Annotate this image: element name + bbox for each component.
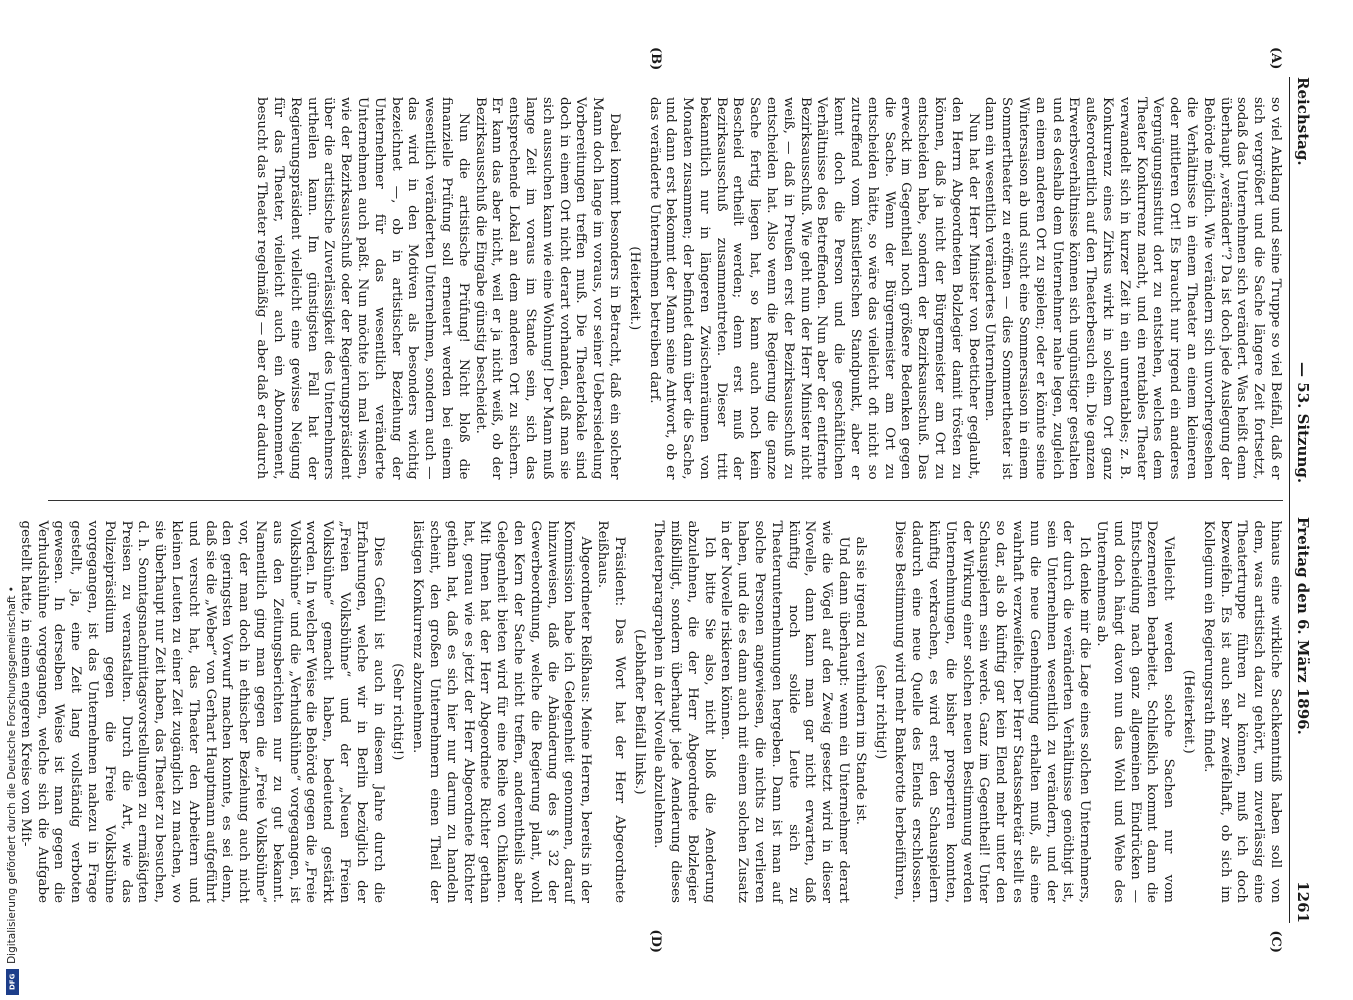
right-paragraph: (Heiterkeit.): [1181, 669, 1197, 754]
right-paragraph: (sehr richtig!): [872, 664, 888, 760]
page-header: [1289, 77, 1312, 923]
header-title: Reichstag.: [1294, 77, 1312, 166]
digitization-credit: [4, 10, 20, 995]
margin-marker-c: (C): [1268, 930, 1283, 953]
right-paragraph: Abgeordneter Reißhaus: Meine Herren, bereits in der Kommission habe ich Gelegenheit genommen, darauf hinzuweisen, daß die Abänderung des § 32 der Gewerbeordnung, welche die Regierung plant, wohl den Kern der Sache nicht treffen, anderentheils aber Gelegenheit bieten wird für eine Reihe von Chikanen. Mit Ihnen hat der Herr Abgeordnete Richter gethan hat, genau wie es jetzt der Herr Abgeordnete Richter gethan hat, daß es sich hier nur darum zu handeln scheint, den großen Unternehmern einen Theil der lästigen Konkurrenz abzunehmen.: [410, 520, 594, 903]
right-paragraph: als sie irgend zu verhindern im Stande ist.: [852, 536, 868, 826]
right-paragraph: (Lebhafter Beifall links.): [631, 628, 647, 795]
text-columns: [17, 47, 1283, 953]
margin-marker-d: (D): [648, 929, 663, 953]
right-paragraph: (Sehr richtig!): [390, 663, 406, 761]
right-column: [17, 501, 1283, 924]
left-paragraph: Dabei kommt besonders in Betracht, daß ein solcher Mann doch lange im voraus, vor seiner Uebersiedelung Vorbereitungen treffen muß. Die Theaterlokale sind doch in einem Ort nicht derart vorhanden, daß man sie sich aussuchen kann wie eine Wohnung! Der Mann muß lange Zeit im voraus im Stande sein, sich das entsprechende Lokal an dem anderen Ort zu sichern. Er kann das aber nicht, weil er ja nicht weiß, ob der Bezirksausschuß die Eingabe günstig bescheidet.: [472, 97, 622, 480]
credit-text: Digitalisierung gefördert durch die Deutsche Forschungsgemeinschaft •: [6, 586, 18, 964]
scanned-page: [17, 35, 1326, 965]
left-column: [48, 77, 1283, 500]
right-paragraph: Vielleicht werden solche Sachen nur vom Dezernenten bearbeitet. Schließlich kommt dann die Entscheidung nach ganz allgemeinen Eindrücken — und doch hängt davon nun das Wohl und Wehe des Unternehmens ab.: [1094, 520, 1177, 903]
page-number: 1261: [1294, 881, 1312, 923]
right-paragraph: hinaus eine wirkliche Sachkenntniß haben soll von dem, was artistisch dazu gehört, um zuverlässig eine Theatertruppe führen zu können, muß ich doch bezweifeln. Es ist auch sehr zweifelhaft, ob sich im Kollegium ein Regierungsrath findet.: [1200, 520, 1283, 903]
margin-marker-b: (B): [648, 47, 663, 71]
right-paragraph: Und dann überhaupt: wenn ein Unternehmer derart wie die Vögel auf den Zweig gesetzt wird in dieser Novelle, dann kann man gar nicht erwarten, daß künftig noch solide Leute sich zu Theaterunternehmungen hergeben. Dann ist man auf solche Personen angewiesen, die nichts zu verlieren haben, und die es dann auch mit einem solchen Zusatz in der Novelle riskieren können.: [718, 520, 852, 903]
dfg-logo: DFG: [6, 969, 19, 995]
margin-marker-a: (A): [1268, 47, 1283, 70]
right-paragraph: Ich denke mir die Lage eines solchen Unternehmers, der durch die veränderten Verhältnisse genöthigt ist, sein Unternehmen wesentlich zu verändern, und der nun die neue Genehmigung erhalten muß, als eine wahrhaft verzweifelte. Der Herr Staatssekretär stellt es so dar, als ob künftig gar kein Elend mehr unter den Schauspielern sein werde. Ganz im Gegentheil! Unter der Wirkung einer solchen neuen Bestimmung werden Unternehmungen, die bisher prosperiren konnten, künftig verkrachen, es wird erst den Schauspielern dadurch eine neue Quelle des Elends erschlossen. Diese Bestimmung wird mehr Bankerotte herbeiführen,: [892, 520, 1093, 903]
left-paragraph: (Heiterkeit.): [626, 246, 642, 331]
right-paragraph: Ich bitte Sie also, nicht bloß die Aenderung abzulehnen, die der Herr Abgeordnete Bolzlegier mißbilligt, sondern überhaupt jede Aenderung dieses Theaterparagraphen in der Novelle abzulehnen.: [651, 520, 717, 903]
left-paragraph: Nun hat der Herr Minister von Boetticher geglaubt, den Herrn Abgeordneten Bolzlegier damit trösten zu können, daß ja nicht der Bürgermeister am Ort zu entscheiden habe, sondern der Bezirksausschuß. Das erweckt im Gegentheil noch größere Bedenken gegen die Sache. Wenn der Bürgermeister am Ort zu entscheiden hätte, so wäre das vielleicht oft nicht so zutreffend vom künstlerischen Standpunkt, aber er kennt doch die Person und die geschäftlichen Verhältnisse des Betreffenden. Nun aber der entfernte Bezirksausschuß. Wie geht nun der Herr Minister nicht weiß, — daß in Preußen erst der Bezirksausschuß zu entscheiden hat. Also wenn die Regierung die ganze Sache fertig liegen hat, so kann auch noch kein Bescheid ertheilt werden; denn erst muß der Bezirksausschuß zusammentreten. Dieser tritt bekanntlich nur in längeren Zwischenräumen von Monaten zusammen; der befindet dann über die Sache, und dann erst bekommt der Mann seine Antwort, ob er das veränderte Unternehmen betreiben darf.: [646, 97, 981, 480]
header-session: — 53. Sitzung.: [1294, 362, 1312, 484]
header-date: Freitag den 6. März 1896.: [1294, 516, 1312, 735]
right-paragraph: Präsident: Das Wort hat der Herr Abgeordnete Reißhaus.: [594, 520, 627, 903]
left-paragraph: so viel Anklang und seine Truppe so viel Beifall, daß er sich vergrößert und die Sache längere Zeit fortsetzt, sodaß das Unternehmen sich verändert. Was heißt denn überhaupt „verändert“? Da ist doch jede Auslegung der Behörde möglich. Wie verändern sich unvorhergesehen die Verhältnisse in einem Theater an einem kleineren oder mittleren Ort! Es braucht nur irgend ein anderes Vergnügungsinstitut dort zu entstehen, welches dem Theater Konkurrenz macht, und ein rentables Theater verwandelt sich in kurzer Zeit in ein unrentables; z. B. Konkurrenz eines Zirkus wirkt in solchem Ort ganz außerordentlich auf den Theaterbesuch ein. Die ganzen Erwerbsverhältnisse können sich ungünstiger gestalten und es deshalb dem Unternehmer nahe legen, zugleich an einem anderen Ort zu spielen; oder er könnte seine Wintersaison ab und sucht eine Sommersaison in einem Sommertheater zu eröffnen — dies Sommertheater ist dann ein wesentlich verändertes Unternehmen.: [982, 97, 1283, 480]
left-paragraph: Nun die artistische Prüfung! Nicht bloß die finanzielle Prüfung soll erneuert werden bei einem wesentlich veränderten Unternehmen, sondern auch — das wird in den Motiven als besonders wichtig bezeichnet —, ob in artistischer Beziehung der Unternehmer für das wesentlich veränderte Unternehmen auch paßt. Nun möchte ich mal wissen, wie der Bezirksausschuß oder der Regierungspräsident über die artistische Zuverlässigkeit des Unternehmers urtheilen kann. Im günstigsten Fall hat der Regierungspräsident vielleicht eine gewisse Neigung für das Theater, vielleicht auch ein Abonnement, besucht das Theater regelmäßig — aber daß er dadurch: [254, 97, 471, 480]
right-paragraph: Dies Gefühl ist auch in diesem Jahre durch die Erfahrungen, welche wir in Berlin bezüglich der „Freien Volksbühne“ und der „Neuen Freien Volksbühne“ gemacht haben, bedeutend gestärkt worden. In welcher Weise die Behörde gegen die „Freie Volksbühne“ und die „Verhudshühne“ vorgegangen, ist aus den Zeitungsberichten nur zu gut bekannt. Namentlich ging man gegen die „Freie Volksbühne“ vor, der man doch in ethischer Beziehung auch nicht den geringsten Vorwurf machen konnte, es sei denn, daß sie die „Weber“ von Gerhart Hauptmann aufgeführt und versucht hat, das Theater den Arbeitern und kleinen Leuten zu einer Zeit zugänglich zu machen, wo sie überhaupt nur Zeit haben, das Theater zu besuchen, d. h. Sonntagsnachmittagsvorstellungen zu ermäßigten Preisen zu veranstalten. Durch die Art, wie das Polizeipräsidium gegen die Freie Volksbühne vorgegangen, ist das Unternehmen nahezu in Frage gestellt, ja, eine Zeit lang vollständig verboten gewesen. In derselben Weise ist man gegen die Verhudshühne vorgegangen, welche sich die Aufgabe gestellt hatte, in einem engeren Kreise von Mit-: [17, 520, 386, 903]
